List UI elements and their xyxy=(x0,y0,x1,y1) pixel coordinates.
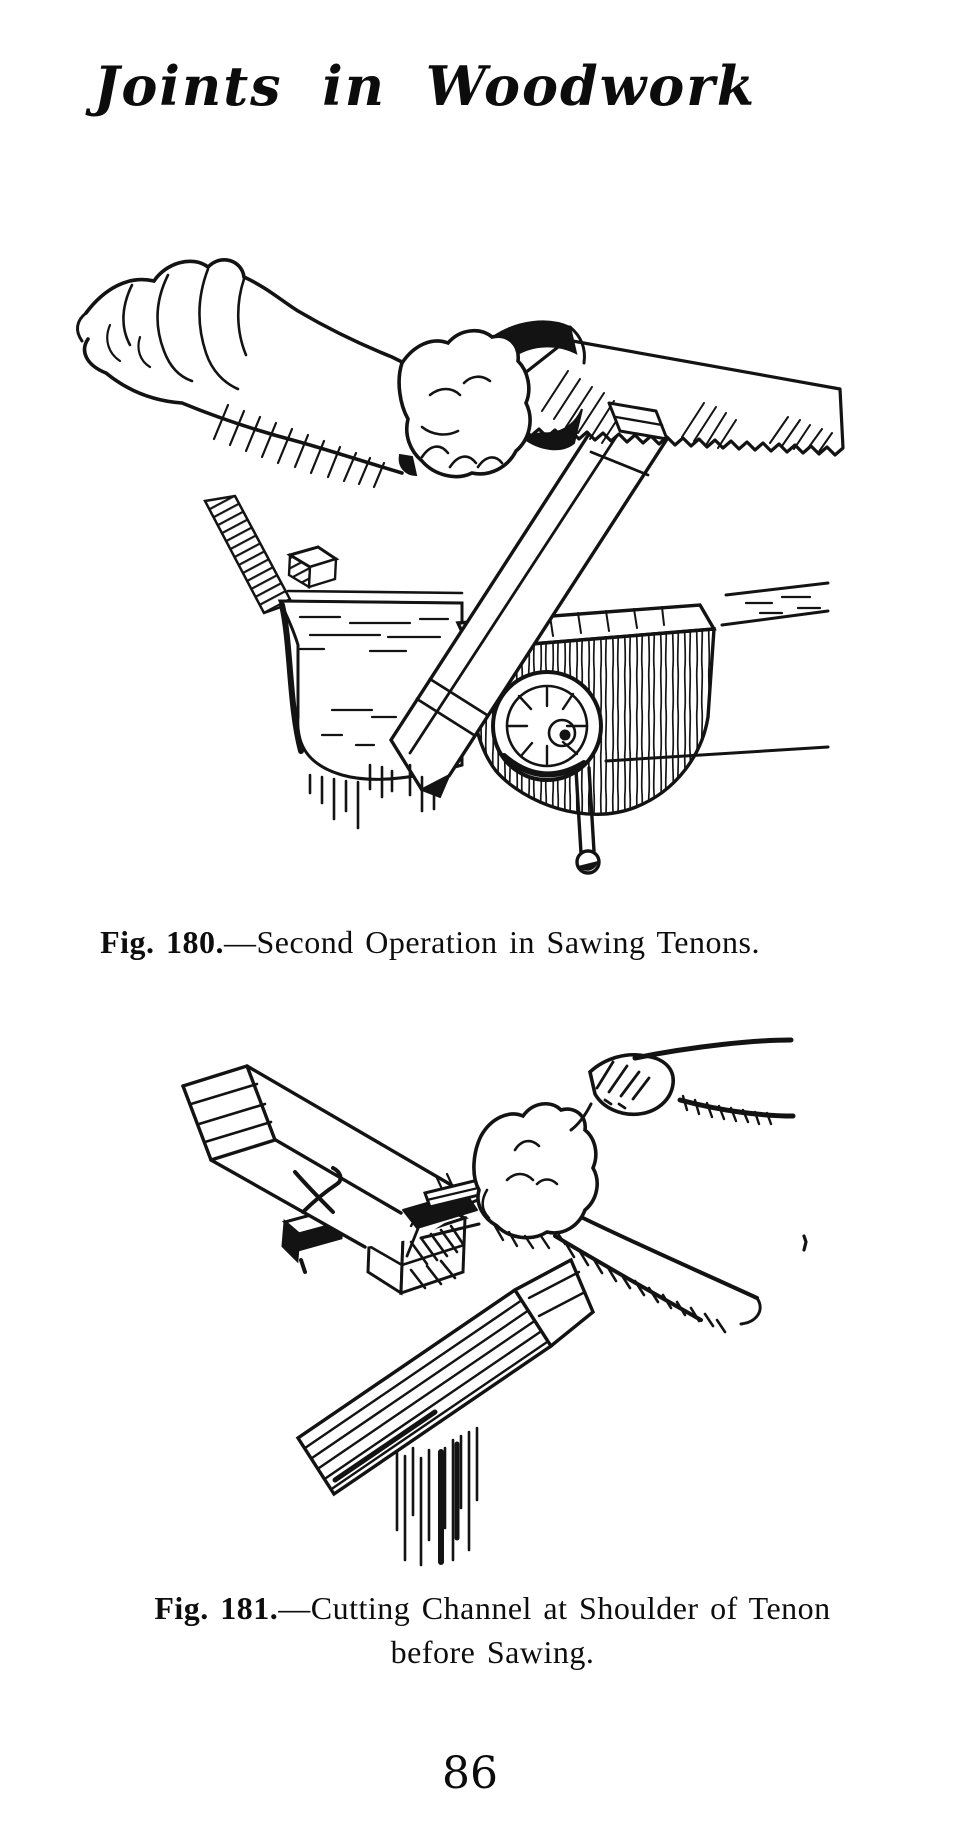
fig-181-label: Fig. 181. xyxy=(154,1590,279,1626)
arm-and-sleeve xyxy=(77,260,404,487)
fig-181-caption-cont: before Sawing. xyxy=(390,1634,595,1670)
fig-181-illustration xyxy=(135,1030,915,1575)
scan-speck xyxy=(804,1236,806,1250)
bench-corner xyxy=(298,1260,593,1565)
fig-180-caption xyxy=(0,920,860,964)
sawing-tenon-drawing xyxy=(70,205,845,885)
fig-181-caption-text: —Cutting Channel at Shoulder of Tenon xyxy=(278,1590,831,1626)
page-title: Joints in Woodwork xyxy=(93,54,757,119)
fig-180-caption-text: —Second Operation in Sawing Tenons. xyxy=(224,924,760,960)
fig-180-label: Fig. 180. xyxy=(100,924,224,960)
chiselling-channel-drawing xyxy=(135,1030,915,1575)
page-number: 86 xyxy=(442,1748,498,1799)
fig-180-illustration xyxy=(70,205,845,885)
fig-181-caption xyxy=(0,1586,975,1674)
fist-gripping-chisel xyxy=(474,1104,597,1248)
